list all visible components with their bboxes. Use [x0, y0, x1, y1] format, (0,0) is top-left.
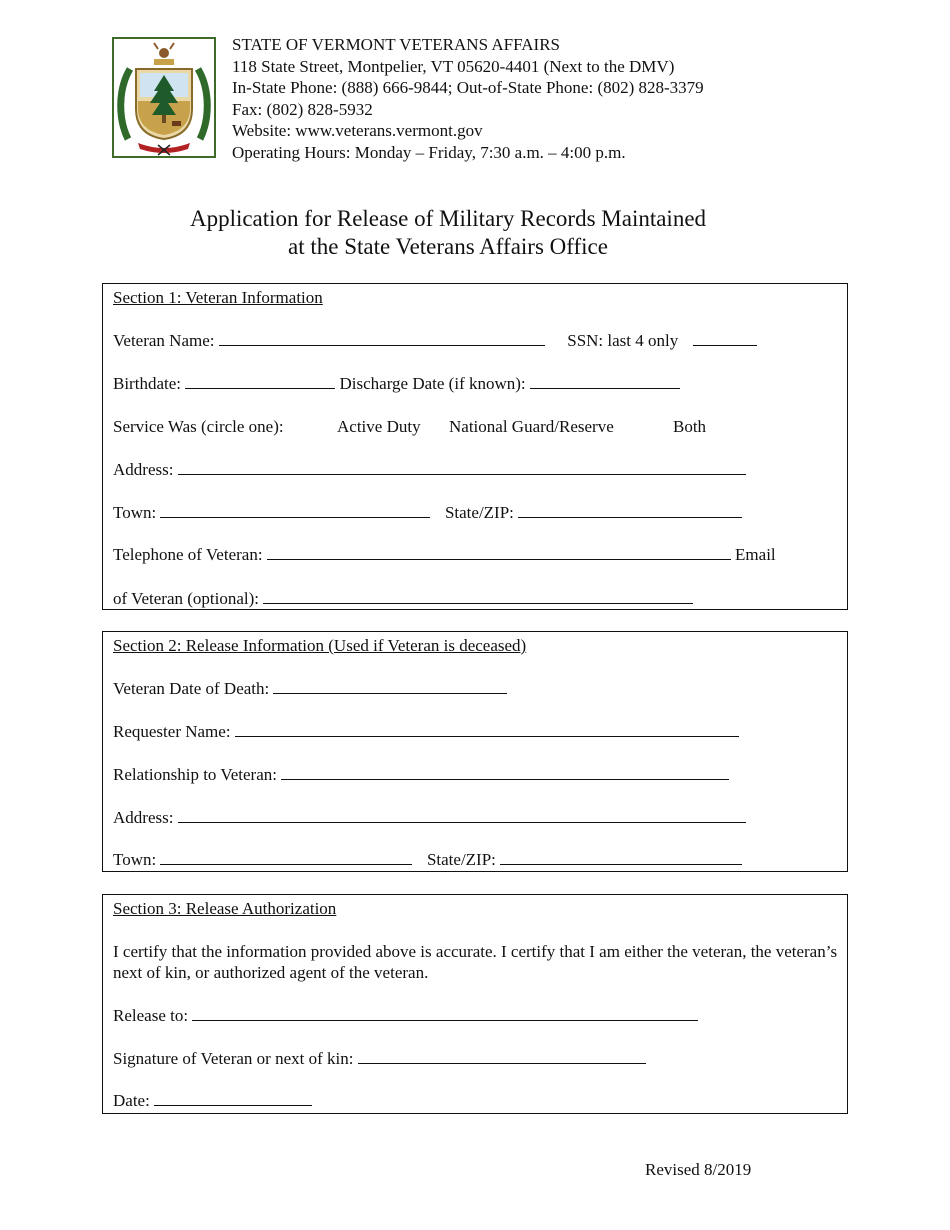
veteran-name-label: Veteran Name: [113, 331, 215, 350]
requester-town-field[interactable] [160, 850, 412, 865]
date-row [113, 1091, 312, 1111]
signature-row [113, 1049, 646, 1069]
requester-name-label: Requester Name: [113, 722, 231, 741]
agency-address: 118 State Street, Montpelier, VT 05620-4401 (Next to the DMV) [232, 56, 675, 76]
form-title-line-1: Application for Release of Military Records Maintained [189, 206, 707, 231]
telephone-row [113, 545, 776, 565]
discharge-date-label: Discharge Date (if known): [339, 374, 526, 393]
section-3-release-authorization [102, 894, 848, 1114]
agency-website: Website: www.veterans.vermont.gov [232, 121, 483, 141]
agency-phone: In-State Phone: (888) 666-9844; Out-of-State Phone: (802) 828-3379 [232, 78, 704, 98]
requester-address-field[interactable] [178, 808, 746, 823]
requester-address-label: Address: [113, 808, 174, 827]
form-title-line-2: at the State Veterans Affairs Office [288, 234, 608, 259]
relationship-label: Relationship to Veteran: [113, 765, 277, 784]
email-label-start: Email [735, 545, 776, 564]
form-title [100, 205, 796, 261]
email-row [113, 589, 693, 609]
telephone-label: Telephone of Veteran: [113, 545, 263, 564]
address-label: Address: [113, 460, 174, 479]
requester-name-row [113, 722, 739, 742]
service-option-both[interactable]: Both [673, 417, 707, 436]
agency-hours: Operating Hours: Monday – Friday, 7:30 a.m. – 4:00 p.m. [232, 142, 626, 162]
discharge-date-field[interactable] [530, 374, 680, 389]
agency-contact-block [232, 34, 704, 164]
state-zip-field[interactable] [518, 503, 742, 518]
service-row [113, 417, 833, 439]
telephone-field[interactable] [267, 545, 731, 560]
requester-state-zip-label: State/ZIP: [426, 850, 496, 869]
date-label: Date: [113, 1091, 150, 1110]
requester-town-label: Town: [113, 850, 157, 869]
date-of-death-field[interactable] [273, 679, 507, 694]
signature-field[interactable] [358, 1049, 646, 1064]
requester-name-field[interactable] [235, 722, 739, 737]
birthdate-label: Birthdate: [113, 374, 181, 393]
requester-address-row [113, 808, 746, 828]
service-option-active-duty[interactable]: Active Duty [337, 417, 421, 436]
date-field[interactable] [154, 1091, 312, 1106]
town-field[interactable] [160, 503, 430, 518]
email-field[interactable] [263, 589, 693, 604]
ssn-field[interactable] [693, 331, 757, 346]
release-to-row [113, 1006, 698, 1026]
birthdate-field[interactable] [185, 374, 335, 389]
veteran-name-field[interactable] [219, 331, 545, 346]
revision-date: Revised 8/2019 [645, 1160, 752, 1179]
requester-state-zip-field[interactable] [500, 850, 742, 865]
address-field[interactable] [178, 460, 746, 475]
requester-town-row [113, 850, 742, 870]
section-2-release-information [102, 631, 848, 872]
town-row [113, 503, 742, 523]
relationship-row [113, 765, 729, 785]
release-to-field[interactable] [192, 1006, 698, 1021]
ssn-label: SSN: last 4 only [567, 331, 679, 350]
service-label: Service Was (circle one): [113, 417, 284, 436]
section-3-heading: Section 3: Release Authorization [113, 899, 337, 918]
state-zip-label: State/ZIP: [444, 503, 514, 522]
section-2-heading: Section 2: Release Information (Used if Veteran is deceased) [113, 636, 527, 655]
certification-statement: I certify that the information provided above is accurate. I certify that I am either the veteran, the veteran’s next of kin, or authorized agent of the veteran. [113, 942, 838, 982]
signature-label: Signature of Veteran or next of kin: [113, 1049, 354, 1068]
town-label: Town: [113, 503, 157, 522]
vermont-state-seal [112, 37, 216, 158]
relationship-field[interactable] [281, 765, 729, 780]
agency-fax: Fax: (802) 828-5932 [232, 99, 373, 119]
birthdate-row [113, 374, 680, 394]
email-label-end: of Veteran (optional): [113, 589, 260, 608]
date-of-death-row [113, 679, 507, 699]
service-option-guard-reserve[interactable]: National Guard/Reserve [449, 417, 614, 436]
veteran-name-row [113, 331, 757, 351]
date-of-death-label: Veteran Date of Death: [113, 679, 270, 698]
release-to-label: Release to: [113, 1006, 189, 1025]
address-row [113, 460, 746, 480]
agency-name: STATE OF VERMONT VETERANS AFFAIRS [232, 35, 560, 54]
section-1-heading: Section 1: Veteran Information [113, 288, 323, 307]
section-1-veteran-information [102, 283, 848, 610]
seal-emblem-icon [114, 39, 214, 156]
